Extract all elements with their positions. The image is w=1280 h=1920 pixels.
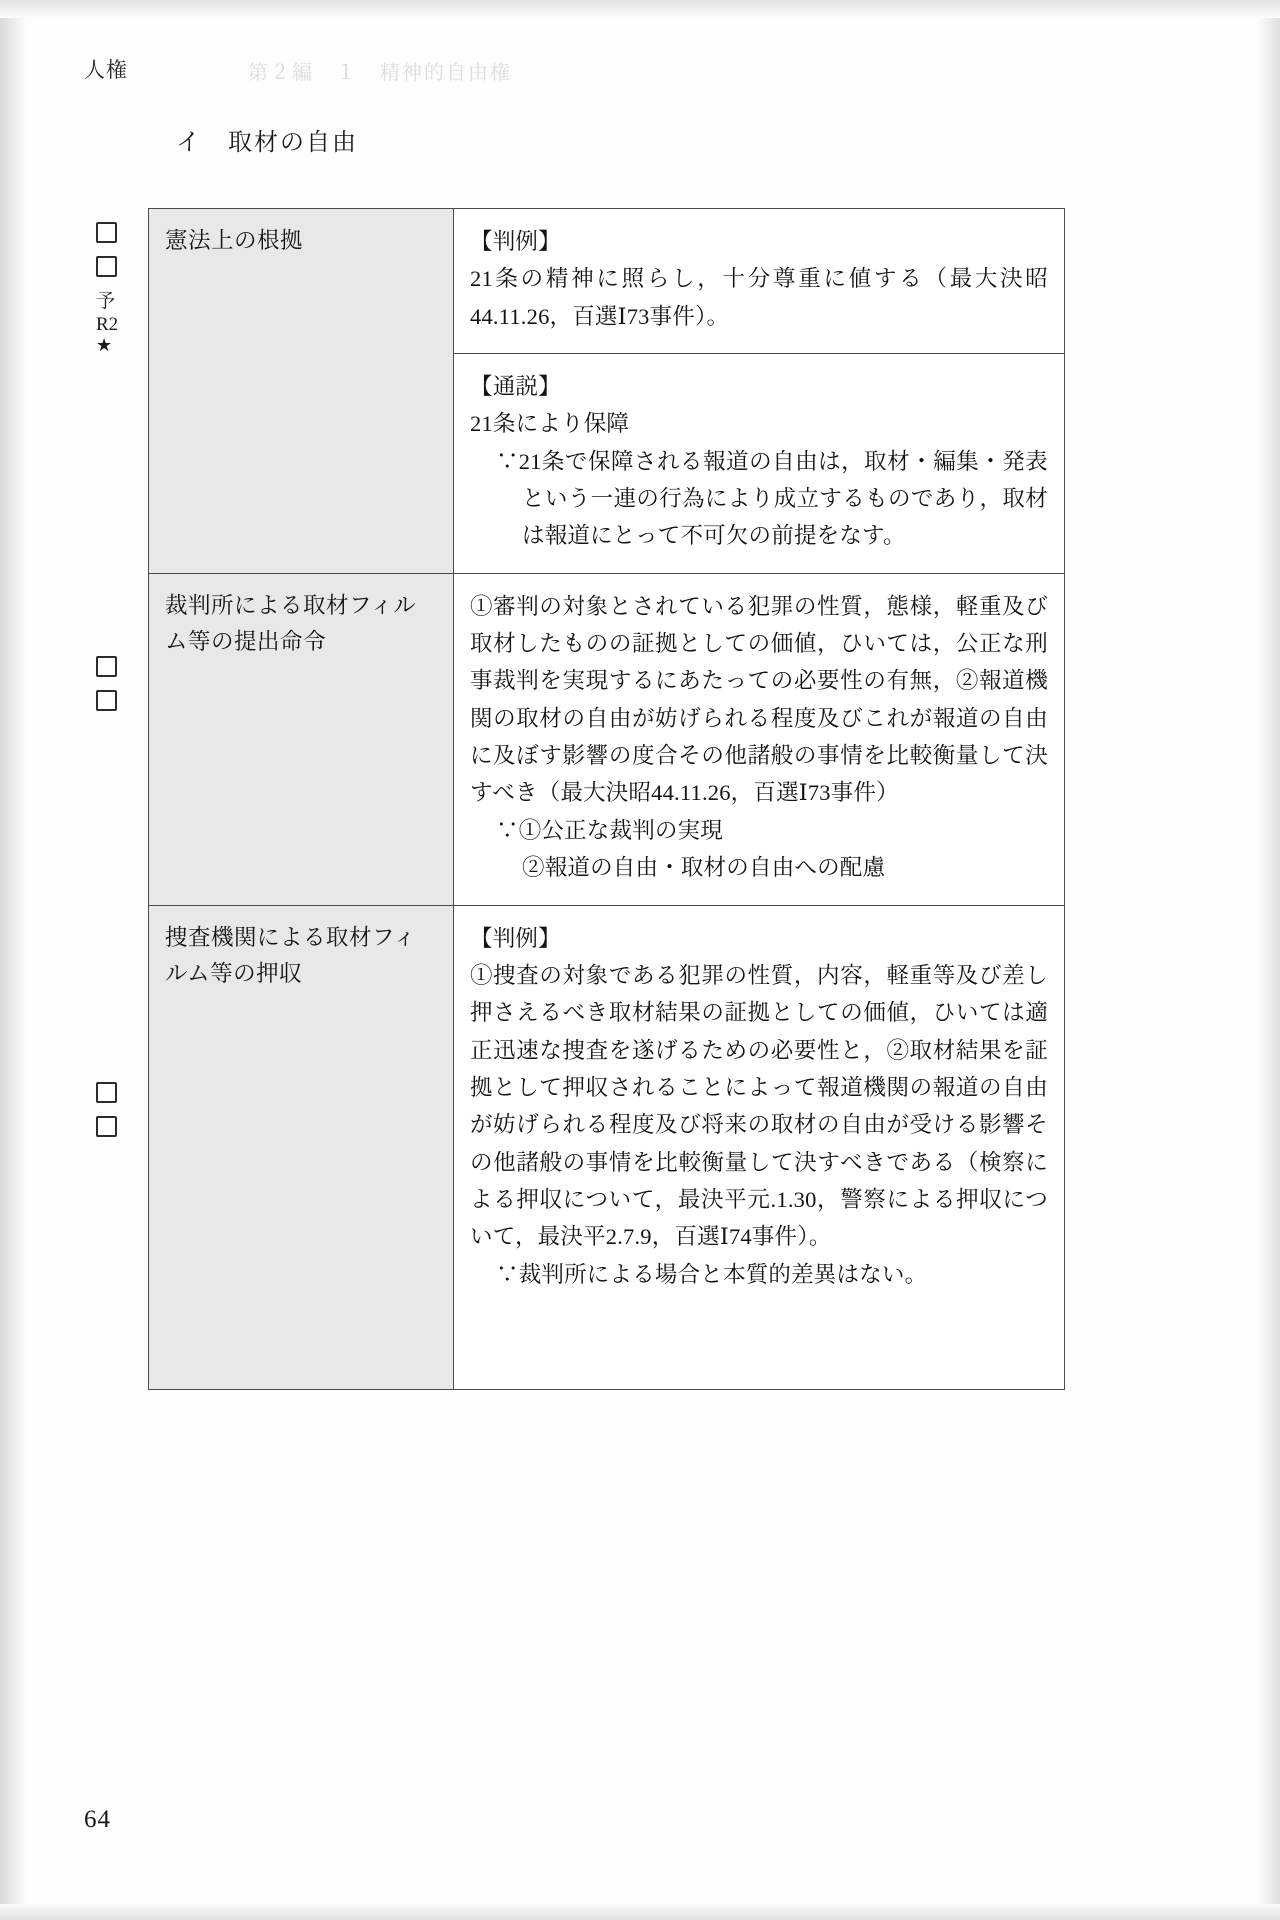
body-paragraph: ①審判の対象とされている犯罪の性質，態様，軽重及び取材したものの証拠としての価値，ひいては，公正な刑事裁判を実現するにあたっての必要性の有無，②報道機関の取材の自由が妨げられる程度及びこれが報道の自由に及ぼす影響の度合その他諸般の事情を比較衡量して決すべき（最大決昭44.11.26，百選Ⅰ73事件） [470, 593, 1048, 806]
checkbox-gutter-row-1 [96, 222, 136, 356]
checkbox-gutter-row-3 [96, 1082, 136, 1150]
scan-edge-left [0, 0, 26, 1920]
row-header-cell [149, 905, 454, 1389]
exam-tag-line-2: R2 [96, 314, 119, 336]
study-checkbox[interactable] [96, 256, 117, 277]
row-header-text: 捜査機関による取材フィルム等の押収 [165, 924, 417, 986]
body-paragraph: 21条の精神に照らし，十分尊重に値する（最大決昭44.11.26，百選Ⅰ73事件）。 [470, 266, 1048, 329]
body-block [470, 920, 1048, 1293]
exam-tag-line-1: 予 [96, 291, 116, 312]
row-body-cell [454, 573, 1065, 905]
body-paragraph: ①捜査の対象である犯罪の性質，内容，軽重等及び差し押さえるべき取材結果の証拠としての価値，ひいては適正迅速な捜査を遂げるための必要性と，②取材結果を証拠として押収されることによって報道機関の報道の自由が妨げられる程度及び将来の取材の自由が受ける影響その他諸般の事情を比較衡量して決すべきである（検察による押収について，最決平元.1.30，警察による押収について，最決平2.7.9，百選Ⅰ74事件）。 [470, 962, 1048, 1250]
row-header-cell [149, 573, 454, 905]
importance-star: ★ [96, 335, 113, 356]
doctrine-tag: 【通説】 [470, 374, 561, 400]
case-tag: 【判例】 [470, 229, 561, 254]
table-row [149, 573, 1065, 905]
scan-edge-right [1258, 0, 1280, 1920]
table-row [149, 209, 1065, 354]
reason-item: ②報道の自由・取材の自由への配慮 [522, 855, 886, 881]
scan-edge-bottom [0, 1904, 1280, 1920]
body-paragraph: 21条により保障 [470, 411, 630, 437]
running-header-faded: 第２編 １ 精神的自由権 [248, 62, 512, 84]
study-checkbox[interactable] [96, 1116, 117, 1137]
row-body-cell [454, 354, 1065, 574]
row-body-cell [454, 209, 1065, 354]
scan-edge-top [0, 0, 1280, 18]
table-row [149, 905, 1065, 1389]
checkbox-gutter-row-2 [96, 656, 136, 724]
page-number: 64 [84, 1806, 111, 1833]
row-header-cell [149, 209, 454, 574]
body-block [470, 368, 1048, 555]
body-block [470, 588, 1048, 887]
running-header: 人権 [84, 58, 128, 82]
reason-item: ∵裁判所による場合と本質的差異はない。 [496, 1261, 928, 1287]
content-table [148, 208, 1065, 1390]
row-header-text: 憲法上の根拠 [165, 228, 304, 253]
study-checkbox[interactable] [96, 656, 117, 677]
study-checkbox[interactable] [96, 222, 117, 243]
row-body-cell [454, 905, 1065, 1389]
study-checkbox[interactable] [96, 690, 117, 711]
section-heading [176, 122, 358, 157]
reason-item: ∵21条で保障される報道の自由は，取材・編集・発表という一連の行為により成立するものであり，取材は報道にとって不可欠の前提をなす。 [496, 448, 1048, 549]
body-block [470, 223, 1048, 335]
section-label: イ [176, 130, 202, 156]
study-checkbox[interactable] [96, 1082, 117, 1103]
row-header-text: 裁判所による取材フィルム等の提出命令 [165, 592, 417, 655]
case-tag: 【判例】 [470, 925, 561, 951]
reason-item: ∵①公正な裁判の実現 [496, 817, 724, 843]
section-title-text: 取材の自由 [228, 130, 358, 156]
